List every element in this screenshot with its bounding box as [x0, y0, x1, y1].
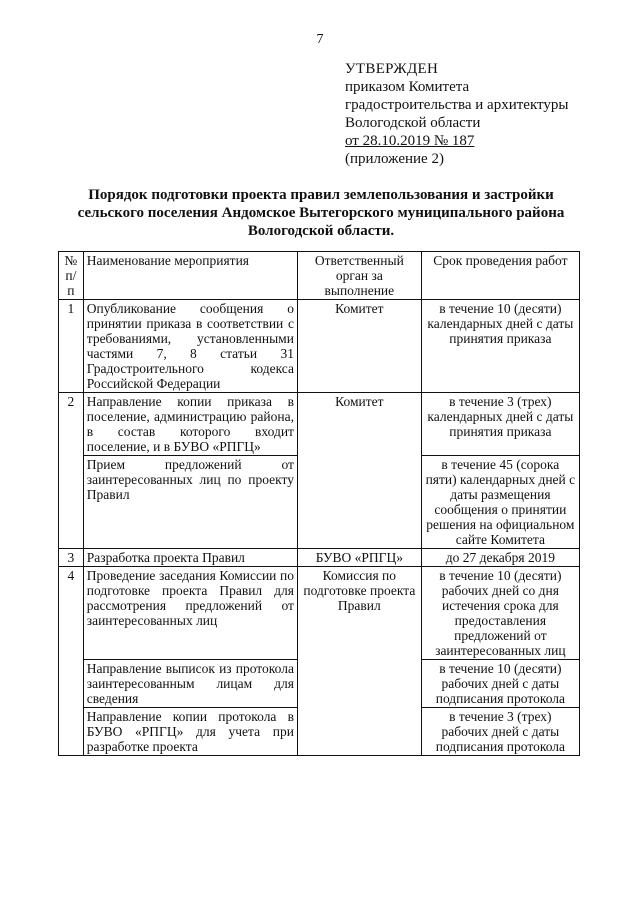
row-event: Проведение заседания Комиссии по подготовке проекта Правил для рассмотрения предложений от заинтересованных лиц	[83, 567, 297, 660]
row-num: 4	[59, 567, 84, 756]
header-num: № п/п	[59, 252, 84, 300]
table-row	[59, 300, 580, 393]
row-term: в течение 3 (трех) рабочих дней с даты подписания протокола	[421, 708, 579, 756]
title-line: Вологодской области.	[247, 223, 395, 239]
table-row	[59, 549, 580, 567]
row-org: Комитет	[297, 300, 421, 393]
approval-stamp	[345, 60, 568, 168]
row-event: Разработка проекта Правил	[83, 549, 297, 567]
row-org: БУВО «РПГЦ»	[297, 549, 421, 567]
header-term: Срок проведения работ	[421, 252, 579, 300]
approval-date-number: от 28.10.2019 № 187	[345, 133, 475, 149]
row-event: Прием предложений от заинтересованных лиц по проекту Правил	[83, 456, 297, 549]
approval-line: градостроительства и архитектуры	[345, 97, 569, 113]
row-org: Комитет	[297, 393, 421, 549]
row-event: Направление выписок из протокола заинтересованным лицам для сведения	[83, 660, 297, 708]
document-title	[60, 186, 582, 240]
row-num: 3	[59, 549, 84, 567]
row-event: Направление копии протокола в БУВО «РПГЦ» для учета при разработке проекта	[83, 708, 297, 756]
row-term: в течение 10 (десяти) рабочих дней с даты подписания протокола	[421, 660, 579, 708]
header-event: Наименование мероприятия	[83, 252, 297, 300]
approval-line: Вологодской области	[345, 115, 481, 131]
table-header-row	[59, 252, 580, 300]
approval-heading: УТВЕРЖДЕН	[345, 61, 439, 77]
row-term: до 27 декабря 2019	[421, 549, 579, 567]
row-event: Опубликование сообщения о принятии приказа в соответствии с требованиями, установленными частями 7, 8 статьи 31 Градостроительного кодекса Российской Федерации	[83, 300, 297, 393]
table-row	[59, 393, 580, 456]
row-num: 2	[59, 393, 84, 549]
approval-line: приказом Комитета	[345, 79, 470, 95]
row-term: в течение 45 (сорока пяти) календарных дней с даты размещения сообщения о принятии решения на официальном сайте Комитета	[421, 456, 579, 549]
header-org: Ответственный орган за выполнение	[297, 252, 421, 300]
table-row	[59, 567, 580, 660]
row-term: в течение 3 (трех) календарных дней с даты принятия приказа	[421, 393, 579, 456]
schedule-table	[58, 251, 580, 756]
page-number: 7	[316, 32, 324, 47]
row-term: в течение 10 (десяти) календарных дней с даты принятия приказа	[421, 300, 579, 393]
approval-appendix: (приложение 2)	[345, 151, 444, 167]
title-line: Порядок подготовки проекта правил землепользования и застройки	[88, 187, 554, 203]
row-num: 1	[59, 300, 84, 393]
row-org: Комиссия по подготовке проекта Правил	[297, 567, 421, 756]
row-term: в течение 10 (десяти) рабочих дней со дня истечения срока для предоставления предложений от заинтересованных лиц	[421, 567, 579, 660]
row-event: Направление копии приказа в поселение, администрацию района, в состав которого входит поселение, и в БУВО «РПГЦ»	[83, 393, 297, 456]
title-line: сельского поселения Андомское Вытегорского муниципального района	[77, 205, 565, 221]
